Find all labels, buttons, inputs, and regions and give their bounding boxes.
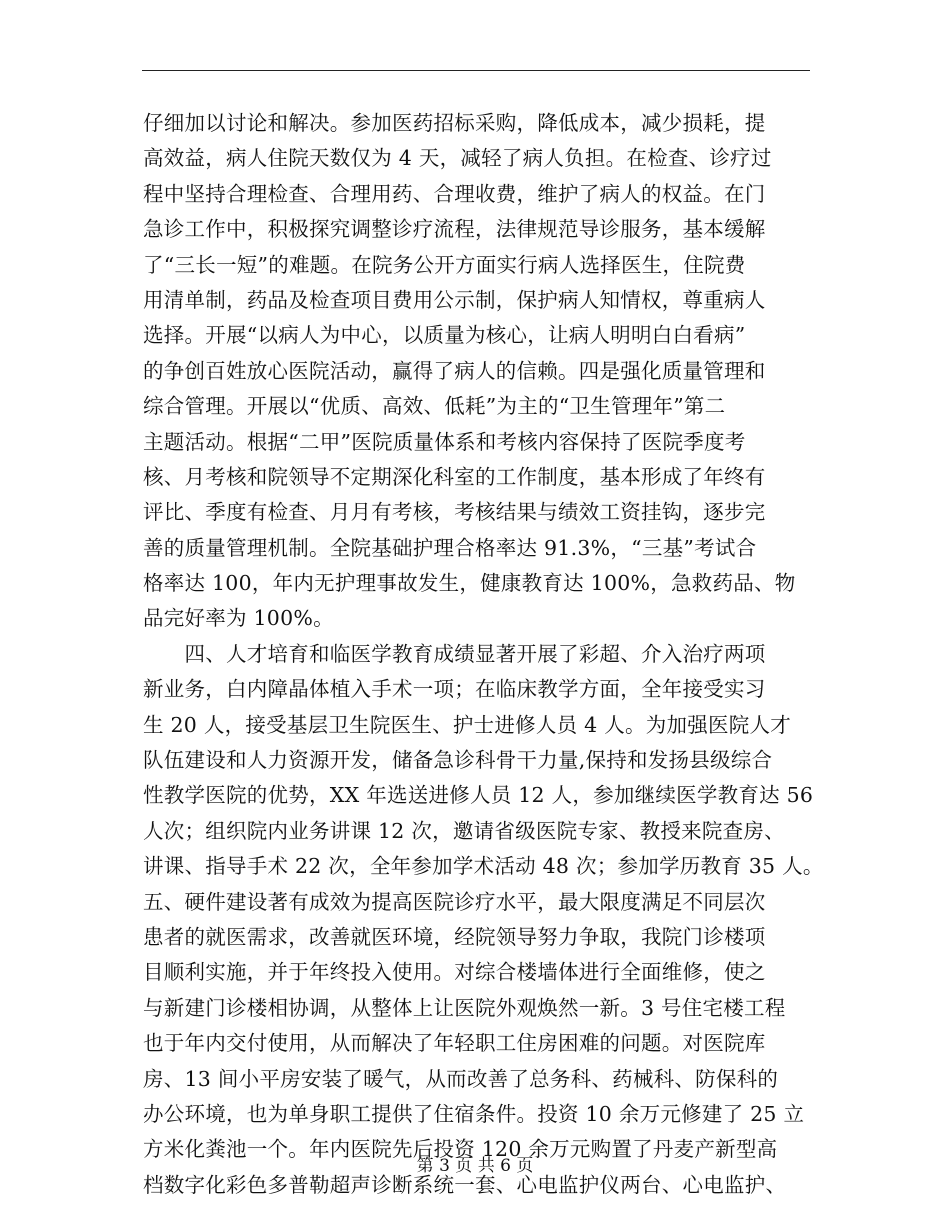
body-text bbox=[143, 106, 824, 1203]
text-line: 队伍建设和人力资源开发，储备急诊科骨干力量,保持和发扬县级综合 bbox=[143, 748, 773, 773]
text-line: 性教学医院的优势，XX 年选送进修人员 12 人，参加继续医学教育达 56 bbox=[143, 783, 814, 808]
text-line: 与新建门诊楼相协调，从整体上让医院外观焕然一新。3 号住宅楼工程 bbox=[143, 995, 786, 1020]
text-line: 五、硬件建设著有成效为提高医院诊疗水平，最大限度满足不同层次 bbox=[143, 889, 766, 914]
page-footer bbox=[0, 1154, 950, 1178]
text-line: 核、月考核和院领导不定期深化科室的工作制度，基本形成了年终有 bbox=[143, 464, 766, 489]
text-line: 讲课、指导手术 22 次，全年参加学术活动 48 次；参加学历教育 35 人。 bbox=[143, 854, 824, 879]
text-line: 仔细加以讨论和解决。参加医药招标采购，降低成本，减少损耗，提 bbox=[143, 111, 766, 135]
text-line: 四、人才培育和临医学教育成绩显著开展了彩超、介入治疗两项 bbox=[143, 641, 766, 666]
text-line: 也于年内交付使用，从而解决了年轻职工住房困难的问题。对医院库 bbox=[143, 1031, 766, 1056]
text-line: 善的质量管理机制。全院基础护理合格率达 91.3%，“三基”考试合 bbox=[143, 535, 757, 560]
text-line: 选择。开展“以病人为中心，以质量为核心，让病人明明白白看病” bbox=[143, 323, 746, 348]
text-line: 主题活动。根据“二甲”医院质量体系和考核内容保持了医院季度考 bbox=[143, 429, 746, 454]
text-line: 房、13 间小平房安装了暖气，从而改善了总务科、药械科、防保科的 bbox=[143, 1066, 779, 1091]
text-line: 用清单制，药品及检查项目费用公示制，保护病人知情权，尊重病人 bbox=[143, 287, 766, 312]
text-line: 方米化粪池一个。年内医院先后投资 120 余万元购置了丹麦产新型高 bbox=[143, 1137, 778, 1162]
text-line: 了“三长一短”的难题。在院务公开方面实行病人选择医生，住院费 bbox=[143, 252, 746, 277]
text-line: 急诊工作中，积极探究调整诊疗流程，法律规范导诊服务，基本缓解 bbox=[143, 217, 766, 242]
text-line: 目顺利实施，并于年终投入使用。对综合楼墙体进行全面维修，使之 bbox=[143, 960, 766, 985]
text-line: 办公环境，也为单身职工提供了住宿条件。投资 10 余万元修建了 25 立 bbox=[143, 1101, 805, 1126]
text-line: 生 20 人，接受基层卫生院医生、护士进修人员 4 人。为加强医院人才 bbox=[143, 712, 791, 737]
text-line: 综合管理。开展以“优质、高效、低耗”为主的“卫生管理年”第二 bbox=[143, 394, 726, 419]
text-line: 档数字化彩色多普勒超声诊断系统一套、心电监护仪两台、心电监护、 bbox=[143, 1172, 787, 1197]
page-number-label: 第 3 页 共 6 页 bbox=[416, 1156, 534, 1176]
text-line: 患者的就医需求，改善就医环境，经院领导努力争取，我院门诊楼项 bbox=[143, 924, 766, 949]
text-line: 程中坚持合理检查、合理用药、合理收费，维护了病人的权益。在门 bbox=[143, 181, 766, 206]
header-rule bbox=[142, 70, 810, 71]
text-line: 格率达 100，年内无护理事故发生，健康教育达 100%，急救药品、物 bbox=[143, 571, 796, 596]
text-line: 人次；组织院内业务讲课 12 次，邀请省级医院专家、教授来院查房、 bbox=[143, 818, 785, 843]
text-line: 的争创百姓放心医院活动，赢得了病人的信赖。四是强化质量管理和 bbox=[143, 358, 766, 383]
text-line: 评比、季度有检查、月月有考核，考核结果与绩效工资挂钩，逐步完 bbox=[143, 500, 766, 525]
text-line: 品完好率为 100%。 bbox=[143, 606, 334, 631]
text-line: 新业务，白内障晶体植入手术一项；在临床教学方面，全年接受实习 bbox=[143, 677, 766, 702]
text-line: 高效益，病人住院天数仅为 4 天，减轻了病人负担。在检查、诊疗过 bbox=[143, 146, 772, 171]
